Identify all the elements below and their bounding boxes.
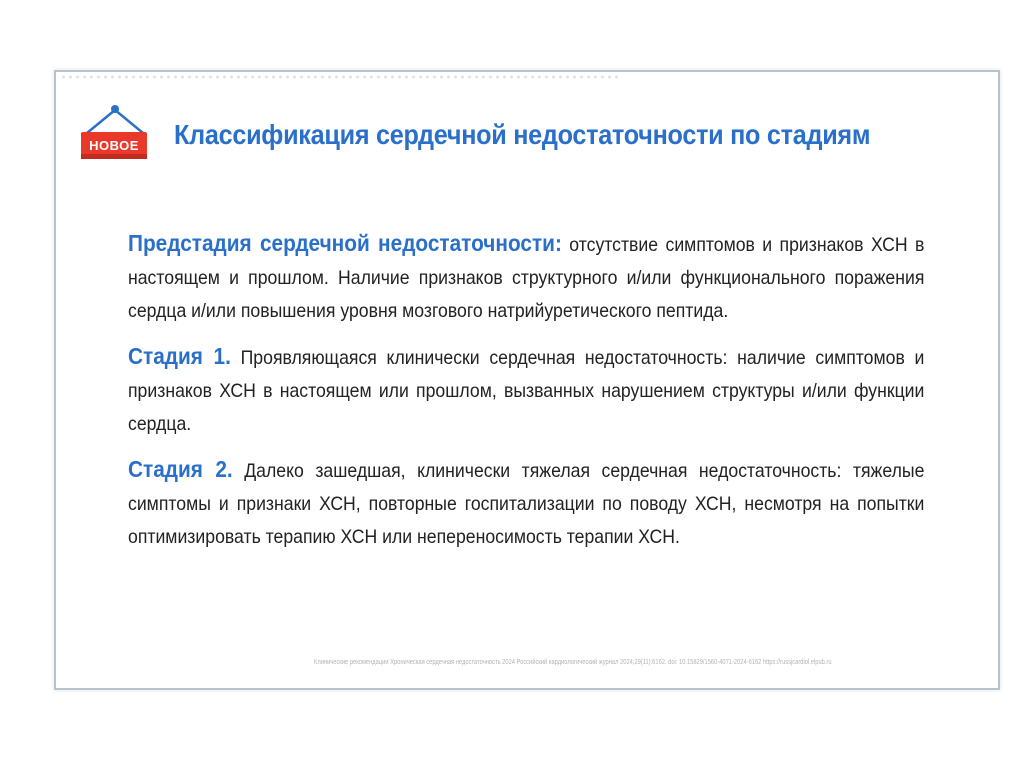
stage-1-term: Стадия 1.: [128, 343, 231, 369]
new-badge: [79, 102, 151, 164]
slide-title: Классификация сердечной недостаточности по стадиям: [174, 119, 871, 150]
slide-body: [128, 227, 924, 566]
stage-1-text: Проявляющаяся клинически сердечная недостаточность: наличие симптомов и признаков ХСН в настоящем или прошлом, вызванных нарушением структуры и/или функции сердца.: [128, 347, 925, 435]
paragraph-stage-1: [128, 340, 924, 441]
stage-2-text: Далеко зашедшая, клинически тяжелая сердечная недостаточность: тяжелые симптомы и признаки ХСН, повторные госпитализации по поводу ХСН, несмотря на попытки оптимизировать терапию ХСН или непереносимость терапии ХСН.: [128, 460, 925, 548]
citation-footer: Клинические рекомендации Хроническая сердечная недостаточность 2024 Российский кардиологический журнал 2024;29(11):6162. doi: 10.15829/1560-4071-2024-6162 https://russjcardiol.elpub.ru: [314, 659, 832, 666]
prestage-text: отсутствие симптомов и признаков ХСН в настоящем и прошлом. Наличие признаков структурного и/или функционального поражения сердца и/или повышения уровня мозгового натрийуретического пептида.: [128, 234, 925, 322]
stage-2-term: Стадия 2.: [128, 456, 233, 482]
prestage-term: Предстадия сердечной недостаточности:: [128, 230, 562, 256]
paragraph-stage-2: [128, 453, 924, 554]
badge-label: НОВОЕ: [89, 138, 139, 153]
paragraph-prestage: [128, 227, 924, 328]
slide-frame: [54, 70, 1000, 690]
dotted-border-decoration: [60, 75, 620, 79]
